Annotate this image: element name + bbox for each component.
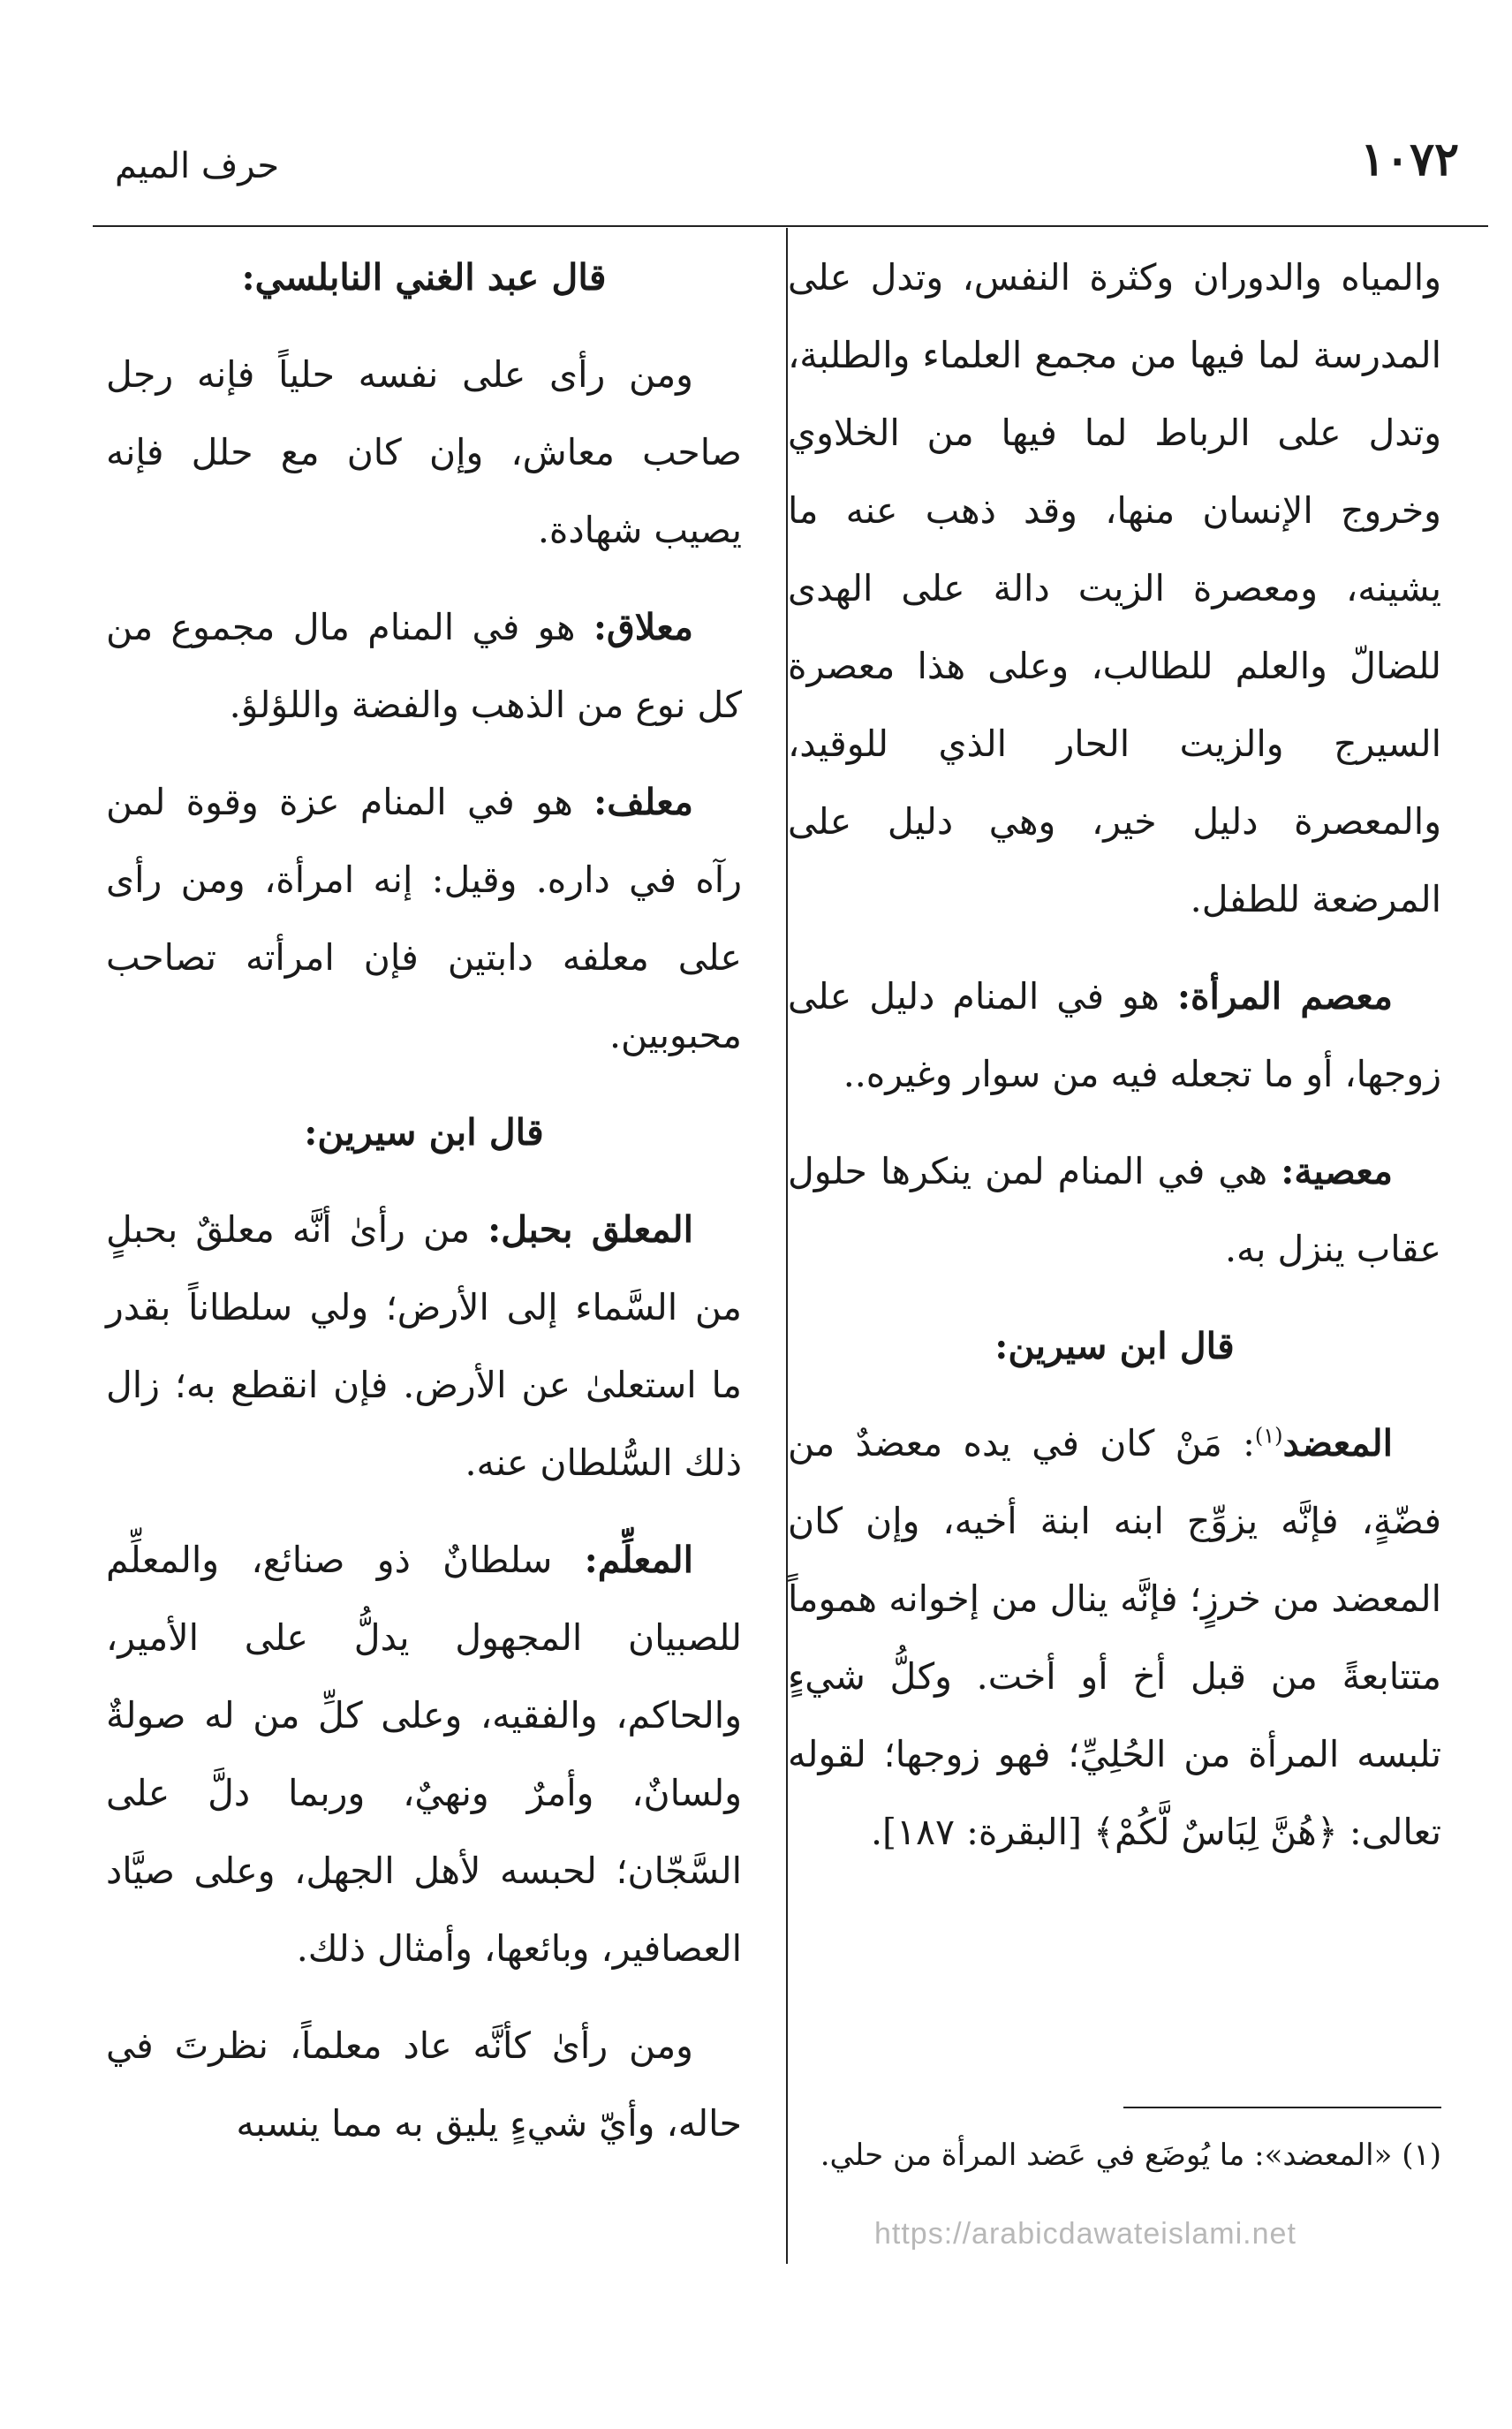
entry-text: هو في المنام دليل على زوجها، أو ما تجعله فيه من سوار وغيره.. <box>788 975 1441 1095</box>
entry-paragraph <box>106 588 742 744</box>
entry-paragraph <box>106 763 742 1074</box>
entry-term: معصية: <box>1281 1150 1393 1192</box>
section-heading: قال ابن سيرين: <box>994 1325 1235 1367</box>
entry-paragraph <box>788 957 1441 1113</box>
footnote <box>788 2124 1441 2186</box>
footnote-rule <box>1123 2107 1441 2108</box>
entry-term: المعلِّم: <box>584 1539 693 1581</box>
right-column <box>788 238 1441 1890</box>
entry-term: معلاق: <box>593 606 693 648</box>
running-head: حرف الميم <box>115 146 280 186</box>
entry-paragraph <box>106 1521 742 1987</box>
entry-term: معصم المرأة: <box>1176 975 1393 1018</box>
entry-term: معلف: <box>593 781 693 823</box>
entry-term: المعلق بحبل: <box>488 1208 693 1251</box>
entry-paragraph <box>788 1132 1441 1288</box>
entry-text: : مَنْ كان في يده معضدٌ من فضّةٍ، فإنَّه يزوِّج ابنه ابنة أخيه، وإن كان المعضد من خرزٍ؛ فإنَّه ينال من إخوانه هموماً متتابعةً من قبل أخ أو أخت. وكلُّ شيءٍ تلبسه المرأة من الحُلِيِّ؛ فهو زوجها؛ لقوله تعالى: ﴿هُنَّ لِبَاسٌ لَّكُمْ﴾ [البقرة: ١٨٧]. <box>788 1422 1441 1853</box>
watermark-url: https://arabicdawateislami.net <box>874 2217 1297 2251</box>
entry-text: سلطانٌ ذو صنائع، والمعلِّم للصبيان المجهول يدلُّ على الأمير، والحاكم، والفقيه، وعلى كلِّ من له صولةٌ ولسانٌ، وأمرٌ ونهيٌ، وربما دلَّ على السَّجّان؛ لحبسه لأهل الجهل، وعلى صيَّاد العصافير، وبائعها، وأمثال ذلك. <box>106 1539 742 1970</box>
page-number: ١٠٧٢ <box>1360 132 1459 186</box>
paragraph: ومن رأىٰ كأنَّه عاد معلماً، نظرتَ في حاله، وأيّ شيءٍ يليق به مما ينسبه <box>106 2024 742 2145</box>
entry-text: هو في المنام مال مجموع من كل نوع من الذهب والفضة واللؤلؤ. <box>106 606 742 726</box>
section-heading: قال عبد الغني النابلسي: <box>241 256 607 299</box>
entry-paragraph <box>106 1191 742 1502</box>
footnote-number: (١) <box>1402 2138 1441 2173</box>
entry-text: هو في المنام عزة وقوة لمن رآه في داره. وقيل: إنه امرأة، ومن رأى على معلفه دابتين فإن امرأته تصاحب محبوبين. <box>106 781 742 1056</box>
footnote-text: «المعضد»: ما يُوضَع في عَضد المرأة من حلي. <box>820 2138 1402 2173</box>
paragraph: ومن رأى على نفسه حلياً فإنه رجل صاحب معاش، وإن كان مع حلل فإنه يصيب شهادة. <box>106 353 742 551</box>
footnote-reference[interactable]: (١) <box>1254 1423 1283 1449</box>
section-heading: قال ابن سيرين: <box>304 1111 544 1154</box>
entry-term: المعضد <box>1282 1422 1393 1464</box>
entry-text: هي في المنام لمن ينكرها حلول عقاب ينزل به. <box>788 1150 1441 1270</box>
paragraph: والمياه والدوران وكثرة النفس، وتدل على المدرسة لما فيها من مجمع العلماء والطلبة، وتدل على الرباط لما فيها من الخلاوي وخروج الإنسان منها، وقد ذهب عنه ما يشينه، ومعصرة الزيت دالة على الهدى للضالّ والعلم للطالب، وعلى هذا معصرة السيرج والزيت الحار الذي للوقيد، والمعصرة دليل خير، وهي دليل على المرضعة للطفل. <box>788 256 1441 920</box>
entry-text: من رأىٰ أنَّه معلقٌ بحبلٍ من السَّماء إلى الأرض؛ ولي سلطاناً بقدر ما استعلىٰ عن الأرض. فإن انقطع به؛ زال ذلك السُّلطان عنه. <box>106 1208 742 1484</box>
header-rule <box>93 225 1488 227</box>
entry-paragraph <box>788 1404 1441 1871</box>
left-column <box>106 238 742 2182</box>
